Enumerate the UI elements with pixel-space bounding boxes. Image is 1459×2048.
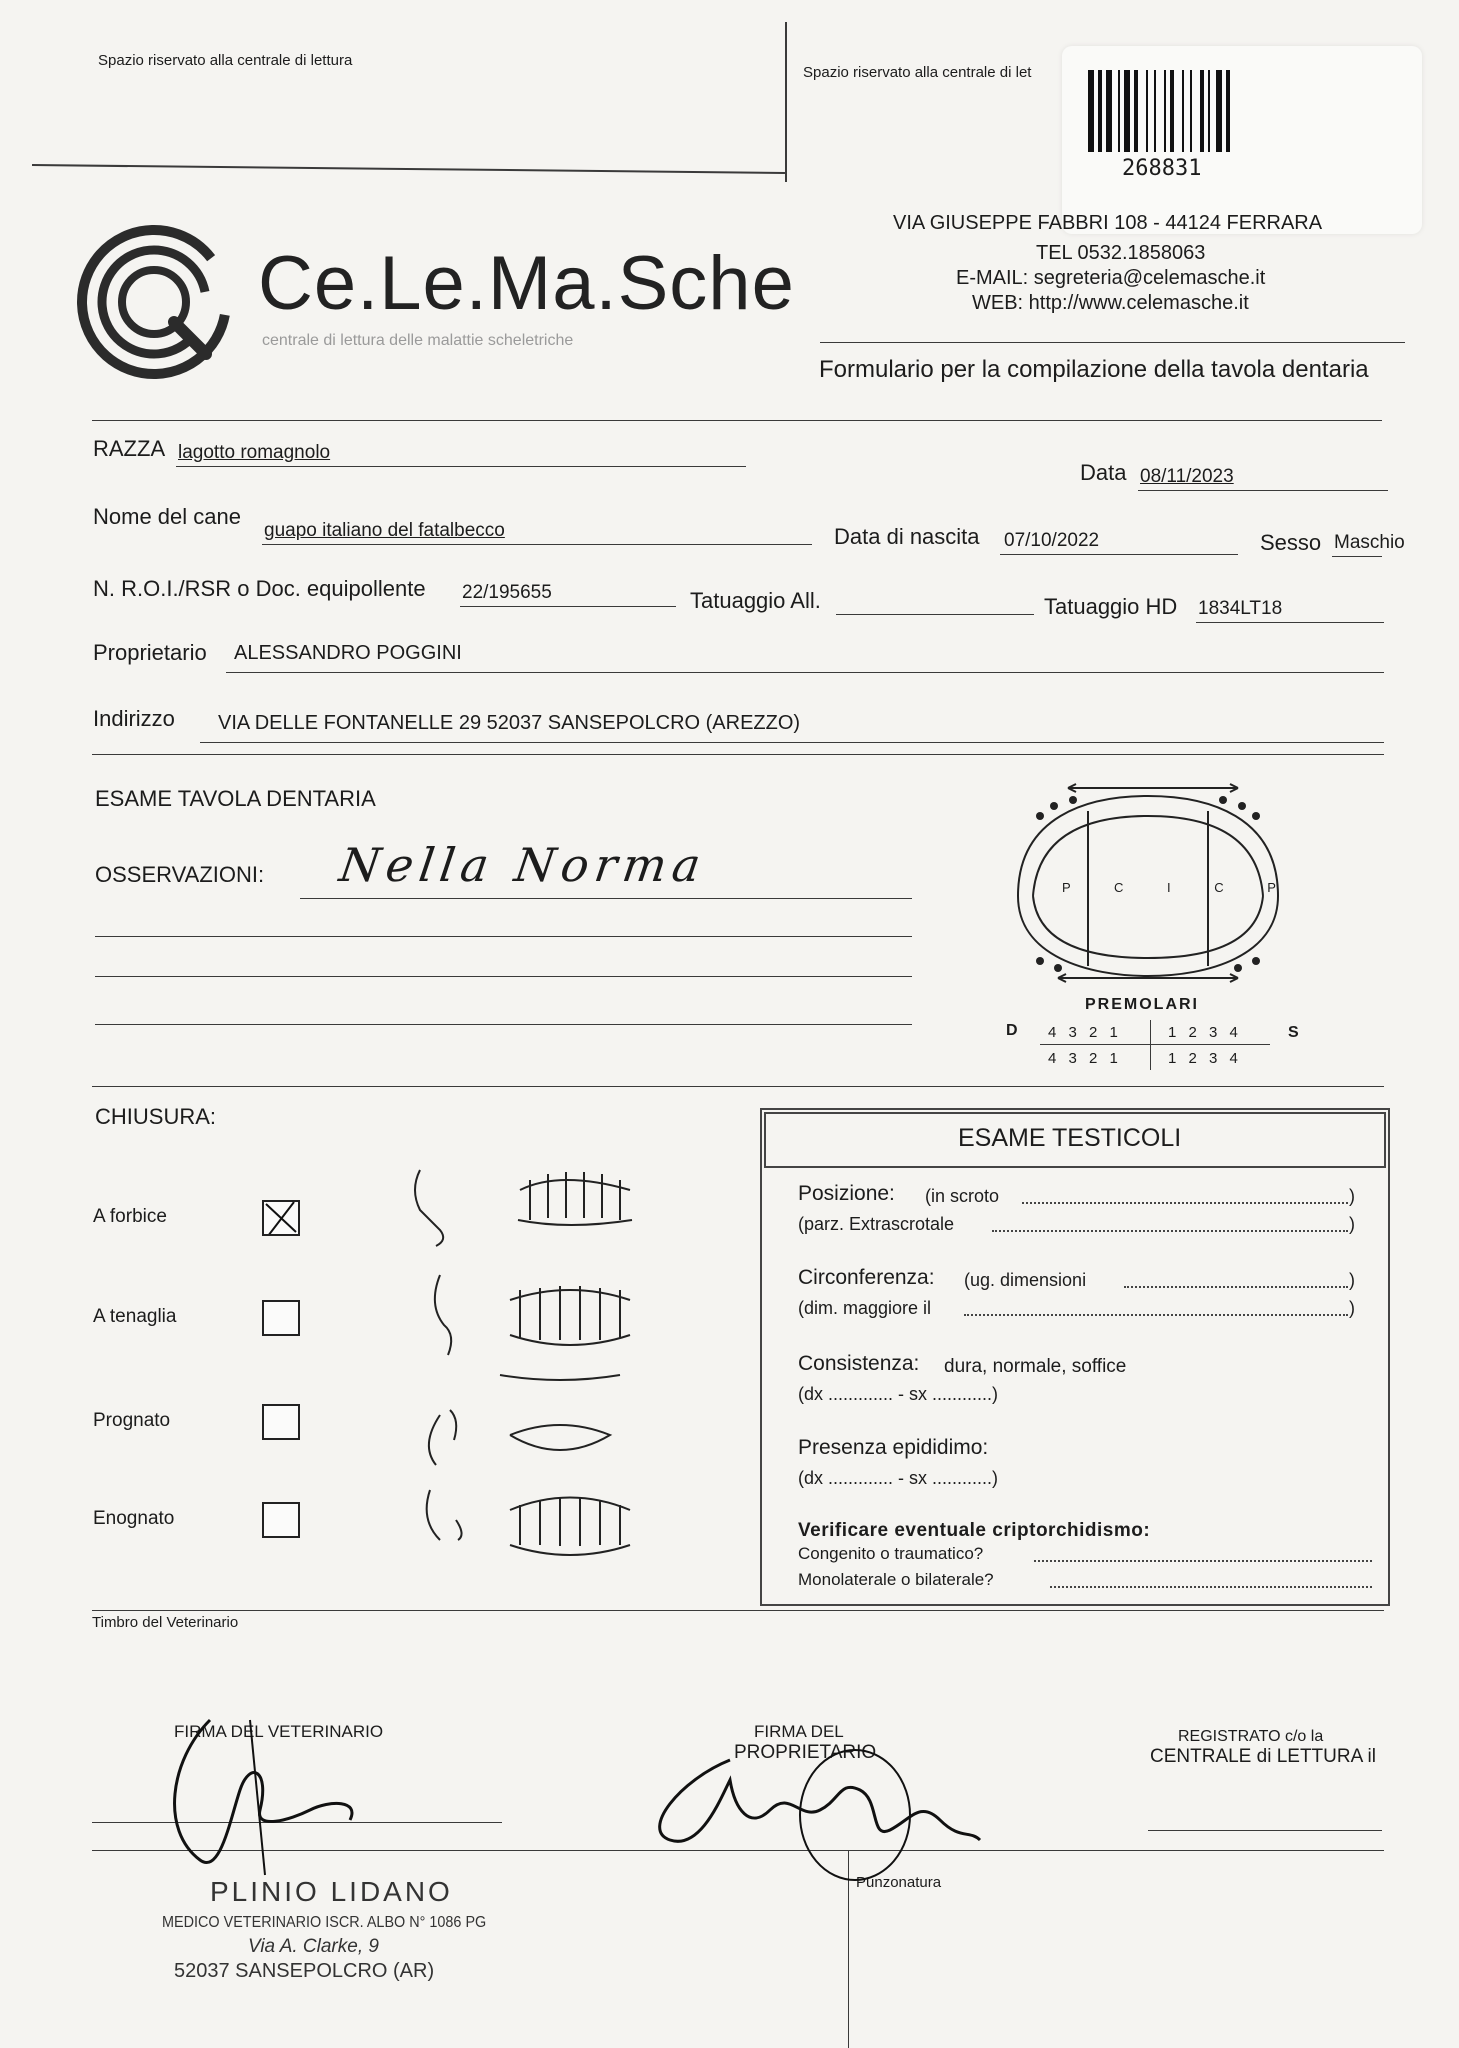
prognato-checkbox[interactable]	[262, 1404, 300, 1440]
contact-web: WEB: http://www.celemasche.it	[972, 292, 1249, 314]
obs-line-3	[95, 976, 912, 977]
bite-illustrations-icon	[400, 1160, 640, 1570]
barcode-number: 268831	[1122, 156, 1202, 181]
hd-line	[1196, 622, 1384, 623]
cripto-label: Verificare eventuale criptorchidismo:	[798, 1520, 1151, 1541]
firma-prop-label-1: FIRMA DEL	[754, 1722, 844, 1741]
firma-prop-label-2: PROPRIETARIO	[734, 1742, 877, 1763]
chiusura-option-forbice: A forbice	[93, 1206, 167, 1227]
obs-line-1	[300, 898, 912, 899]
registrato-label-1: REGISTRATO c/o la	[1178, 1728, 1324, 1745]
chiusura-option-enognato: Enognato	[93, 1508, 175, 1529]
razza-label: RAZZA	[93, 436, 166, 461]
parz-label: (parz. Extrascrotale	[798, 1214, 955, 1234]
stamp-line-1: MEDICO VETERINARIO ISCR. ALBO N° 1086 PG	[162, 1914, 487, 1931]
epididimo-dx-sx[interactable]: (dx ............. - sx ............)	[798, 1468, 999, 1488]
stamp-name: PLINIO LIDANO	[210, 1876, 453, 1907]
barcode-label	[1062, 46, 1422, 234]
upper-right-teeth: 1 2 3 4	[1168, 1024, 1242, 1041]
dim-magg-label: (dim. maggiore il	[798, 1298, 932, 1318]
monolaterale-label: Monolaterale o bilaterale?	[798, 1570, 994, 1589]
monolaterale-field[interactable]	[1050, 1586, 1372, 1588]
nascita-field[interactable]: 07/10/2022	[1004, 530, 1100, 551]
in-scroto-label: (in scroto	[925, 1186, 1000, 1206]
proprietario-line	[226, 672, 1384, 673]
tatuaggio-line	[836, 614, 1034, 615]
nascita-line	[1000, 554, 1238, 555]
chart-right-s: S	[1288, 1024, 1299, 1041]
lower-right-teeth: 1 2 3 4	[1168, 1050, 1242, 1067]
sesso-line	[1332, 556, 1382, 557]
nome-label: Nome del cane	[93, 504, 241, 529]
jaw-letters: P C I C P	[1062, 880, 1296, 895]
form-top-rule	[92, 420, 1382, 421]
contact-email: E-MAIL: segreteria@celemasche.it	[956, 267, 1266, 289]
indirizzo-line	[200, 742, 1384, 743]
sesso-field[interactable]: Maschio	[1334, 532, 1405, 553]
timbro-label: Timbro del Veterinario	[92, 1614, 239, 1631]
paren-3: )	[1349, 1270, 1355, 1290]
indirizzo-field[interactable]: VIA DELLE FONTANELLE 29 52037 SANSEPOLCRO (AREZZO)	[218, 712, 801, 734]
osservazioni-field[interactable]: Nella Norma	[336, 838, 710, 892]
consistenza-options: dura, normale, soffice	[944, 1356, 1127, 1377]
celemasche-logo-icon	[74, 222, 244, 382]
tatuaggio-label: Tatuaggio All.	[690, 588, 821, 613]
forbice-checkbox[interactable]	[262, 1200, 300, 1236]
top-divider	[785, 22, 787, 182]
barcode-icon	[1086, 70, 1256, 160]
premolari-label: PREMOLARI	[1085, 996, 1199, 1013]
tenaglia-checkbox[interactable]	[262, 1300, 300, 1336]
hd-label: Tatuaggio HD	[1044, 594, 1178, 619]
roi-line	[460, 606, 676, 607]
nome-field[interactable]: guapo italiano del fatalbecco	[264, 520, 505, 541]
check-x-icon	[264, 1202, 298, 1234]
lower-left-teeth: 4 3 2 1	[1048, 1050, 1122, 1067]
roi-field[interactable]: 22/195655	[462, 582, 552, 603]
congenito-field[interactable]	[1034, 1560, 1372, 1562]
osservazioni-label: OSSERVAZIONI:	[95, 862, 265, 887]
contact-address: VIA GIUSEPPE FABBRI 108 - 44124 FERRARA	[893, 212, 1323, 234]
paren-2: )	[1349, 1214, 1355, 1234]
firma-vet-label: FIRMA DEL VETERINARIO	[174, 1722, 384, 1741]
registrato-line	[1148, 1830, 1382, 1831]
chiusura-top-rule	[92, 1086, 1384, 1087]
razza-line	[176, 466, 746, 467]
in-scroto-field[interactable]	[1022, 1202, 1348, 1204]
registrato-label-2: CENTRALE di LETTURA il	[1150, 1746, 1376, 1767]
ug-dim-field[interactable]	[1124, 1286, 1348, 1288]
posizione-label: Posizione:	[798, 1182, 895, 1205]
obs-line-4	[95, 1024, 912, 1025]
chiusura-option-prognato: Prognato	[93, 1410, 171, 1431]
circonferenza-label: Circonferenza:	[798, 1266, 935, 1289]
reserved-label-left: Spazio riservato alla centrale di lettura	[98, 52, 353, 69]
chiusura-option-tenaglia: A tenaglia	[93, 1306, 177, 1327]
header-rule	[820, 342, 1405, 343]
section-rule	[92, 754, 1384, 755]
owner-signature-icon	[640, 1720, 1000, 1890]
roi-label: N. R.O.I./RSR o Doc. equipollente	[93, 576, 426, 601]
consistenza-dx-sx[interactable]: (dx ............. - sx ............)	[798, 1384, 999, 1404]
parz-field[interactable]	[992, 1230, 1348, 1232]
chart-left-d: D	[1006, 1022, 1018, 1039]
paren-1: )	[1349, 1186, 1355, 1206]
proprietario-field[interactable]: ALESSANDRO POGGINI	[234, 642, 462, 664]
stamp-line-3: 52037 SANSEPOLCRO (AR)	[174, 1960, 435, 1982]
upper-left-teeth: 4 3 2 1	[1048, 1024, 1122, 1041]
punzonatura-label: Punzonatura	[856, 1874, 942, 1891]
proprietario-label: Proprietario	[93, 640, 207, 665]
data-label: Data	[1080, 460, 1127, 485]
reserved-label-right: Spazio riservato alla centrale di let	[803, 64, 1032, 81]
indirizzo-label: Indirizzo	[93, 706, 175, 731]
testicoli-title: ESAME TESTICOLI	[958, 1124, 1182, 1152]
nome-line	[262, 544, 812, 545]
obs-line-2	[95, 936, 912, 937]
stamp-line-2: Via A. Clarke, 9	[248, 1936, 379, 1957]
chart-vline	[1150, 1020, 1151, 1070]
consistenza-label: Consistenza:	[798, 1352, 920, 1375]
footer-top-rule	[92, 1610, 1384, 1611]
logo-wordmark: Ce.Le.Ma.Sche	[258, 241, 795, 326]
nascita-label: Data di nascita	[834, 524, 980, 549]
epididimo-label: Presenza epididimo:	[798, 1436, 989, 1459]
congenito-label: Congenito o traumatico?	[798, 1544, 984, 1563]
vet-signature-icon	[150, 1700, 390, 1880]
razza-field[interactable]: lagotto romagnolo	[178, 442, 331, 463]
esame-title: ESAME TAVOLA DENTARIA	[95, 786, 376, 811]
chart-hline	[1040, 1044, 1270, 1045]
contact-tel: TEL 0532.1858063	[1036, 242, 1206, 264]
data-field[interactable]: 08/11/2023	[1140, 466, 1234, 487]
logo-tagline: centrale di lettura delle malattie scheletriche	[262, 332, 574, 349]
paren-4: )	[1349, 1298, 1355, 1318]
enognato-checkbox[interactable]	[262, 1502, 300, 1538]
data-line	[1138, 490, 1388, 491]
sesso-label: Sesso	[1260, 530, 1322, 555]
top-rule	[32, 164, 785, 174]
ug-dim-label: (ug. dimensioni	[964, 1270, 1087, 1290]
chiusura-title: CHIUSURA:	[95, 1104, 217, 1129]
hd-field[interactable]: 1834LT18	[1198, 598, 1283, 619]
dim-magg-field[interactable]	[964, 1314, 1348, 1316]
form-title: Formulario per la compilazione della tavola dentaria	[819, 356, 1369, 383]
